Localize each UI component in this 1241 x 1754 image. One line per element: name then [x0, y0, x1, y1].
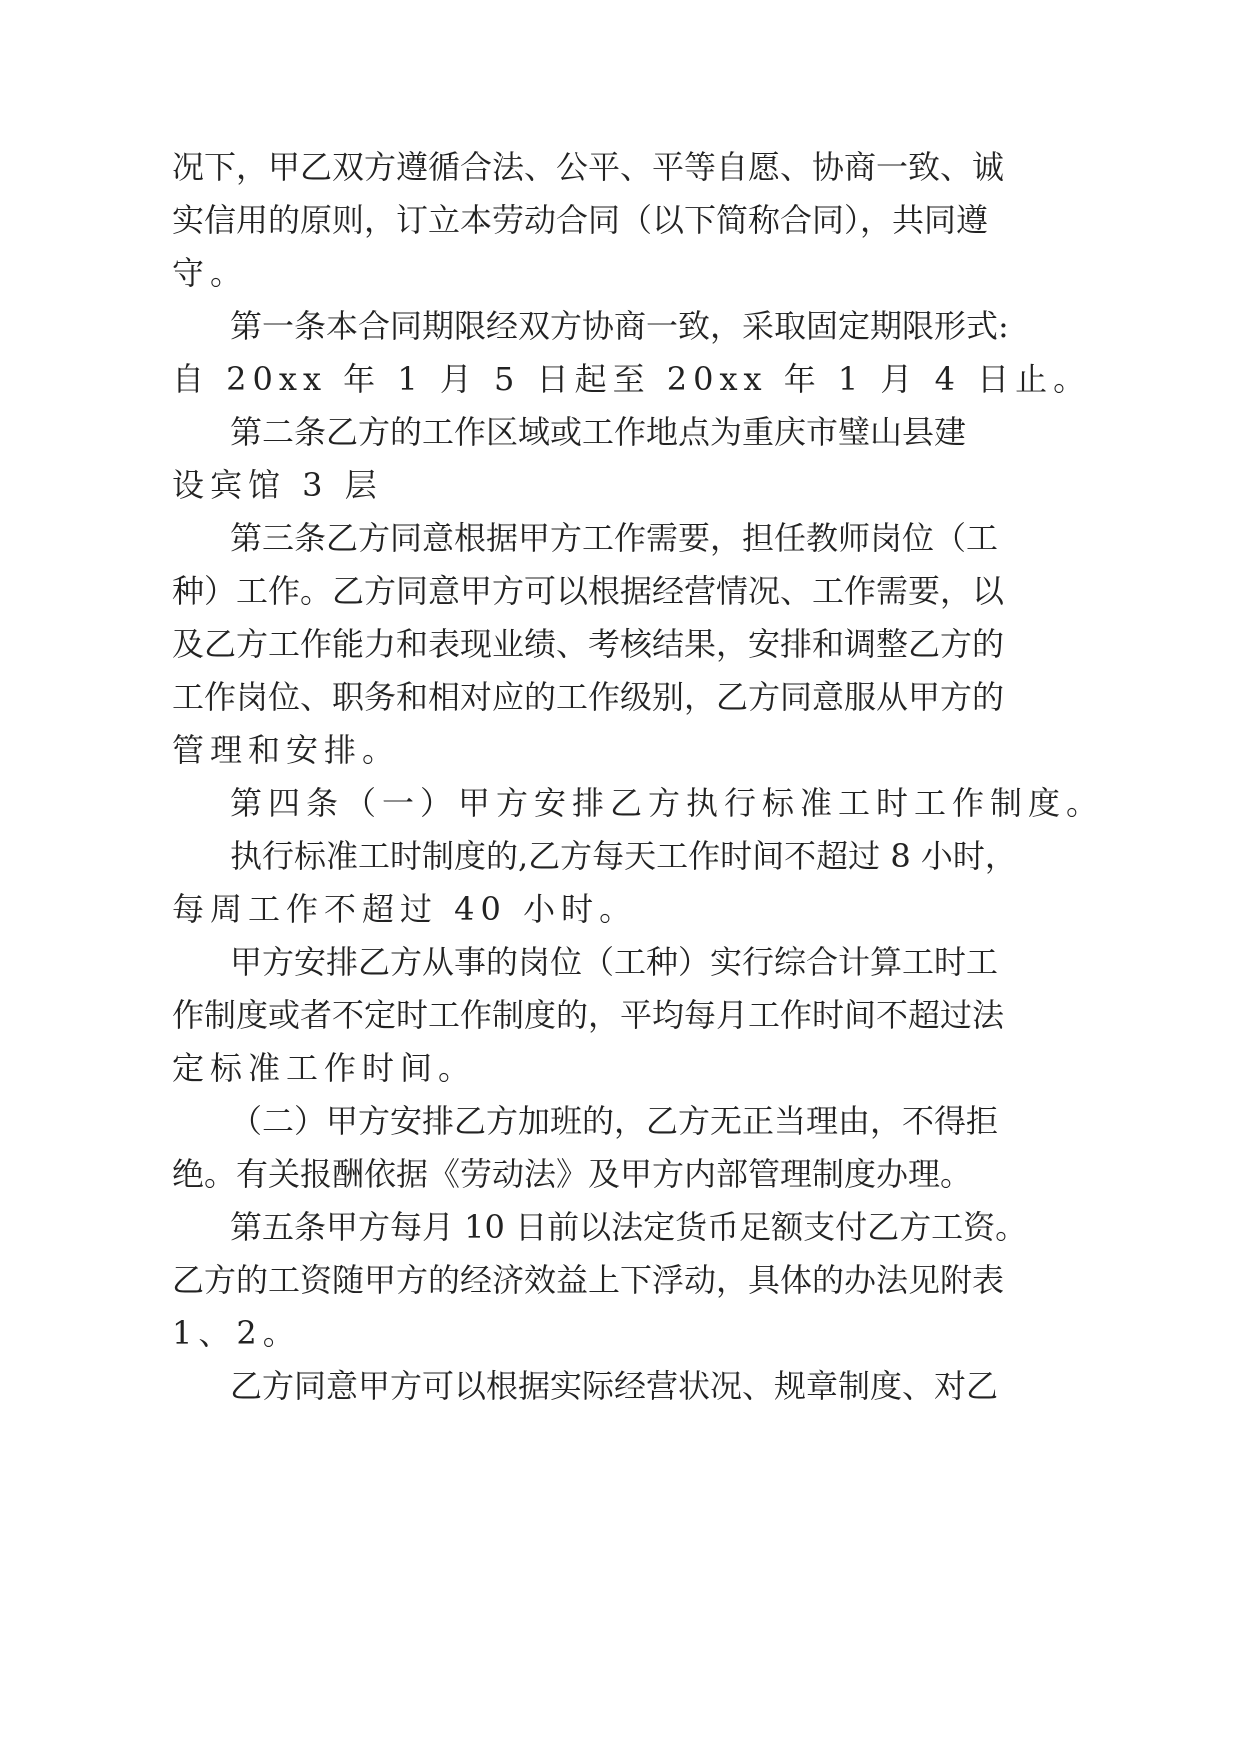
- text-line: 甲方安排乙方从事的岗位（工种）实行综合计算工时工: [230, 943, 999, 981]
- text-line: 每周工作不超过 40 小时。: [172, 890, 638, 928]
- text-line: 第五条甲方每月 10 日前以法定货币足额支付乙方工资。: [230, 1208, 1028, 1246]
- text-line: 及乙方工作能力和表现业绩、考核结果，安排和调整乙方的: [172, 625, 1005, 663]
- text-line: （二）甲方安排乙方加班的，乙方无正当理由，不得拒: [230, 1102, 999, 1140]
- text-line: 执行标准工时制度的,乙方每天工作时间不超过 8 小时，: [230, 837, 1017, 875]
- text-line: 第三条乙方同意根据甲方工作需要，担任教师岗位（工: [230, 519, 999, 557]
- text-line: 工作岗位、职务和相对应的工作级别，乙方同意服从甲方的: [172, 678, 1005, 716]
- text-line: 实信用的原则，订立本劳动合同（以下简称合同），共同遵: [172, 201, 989, 239]
- text-line: 第一条本合同期限经双方协商一致，采取固定期限形式:: [230, 307, 1009, 345]
- text-line: 守。: [172, 254, 249, 292]
- text-line: 绝。有关报酬依据《劳动法》及甲方内部管理制度办理。: [172, 1155, 973, 1193]
- text-line: 1、2。: [172, 1314, 301, 1352]
- text-line: 第二条乙方的工作区域或工作地点为重庆市璧山县建: [230, 413, 967, 451]
- text-line: 管理和安排。: [172, 731, 401, 769]
- text-line: 况下，甲乙双方遵循合法、公平、平等自愿、协商一致、诚: [172, 148, 1005, 186]
- text-line: 第四条（一）甲方安排乙方执行标准工时工作制度。: [230, 784, 1105, 822]
- text-line: 乙方同意甲方可以根据实际经营状况、规章制度、对乙: [230, 1367, 999, 1405]
- text-line: 设宾馆 3 层: [172, 466, 383, 504]
- text-line: 定标准工作时间。: [172, 1049, 477, 1087]
- text-line: 乙方的工资随甲方的经济效益上下浮动，具体的办法见附表: [172, 1261, 1005, 1299]
- text-line: 种）工作。乙方同意甲方可以根据经营情况、工作需要，以: [172, 572, 1005, 610]
- text-line: 自 20xx 年 1 月 5 日起至 20xx 年 1 月 4 日止。: [172, 360, 1092, 398]
- text-line: 作制度或者不定时工作制度的，平均每月工作时间不超过法: [172, 996, 1005, 1034]
